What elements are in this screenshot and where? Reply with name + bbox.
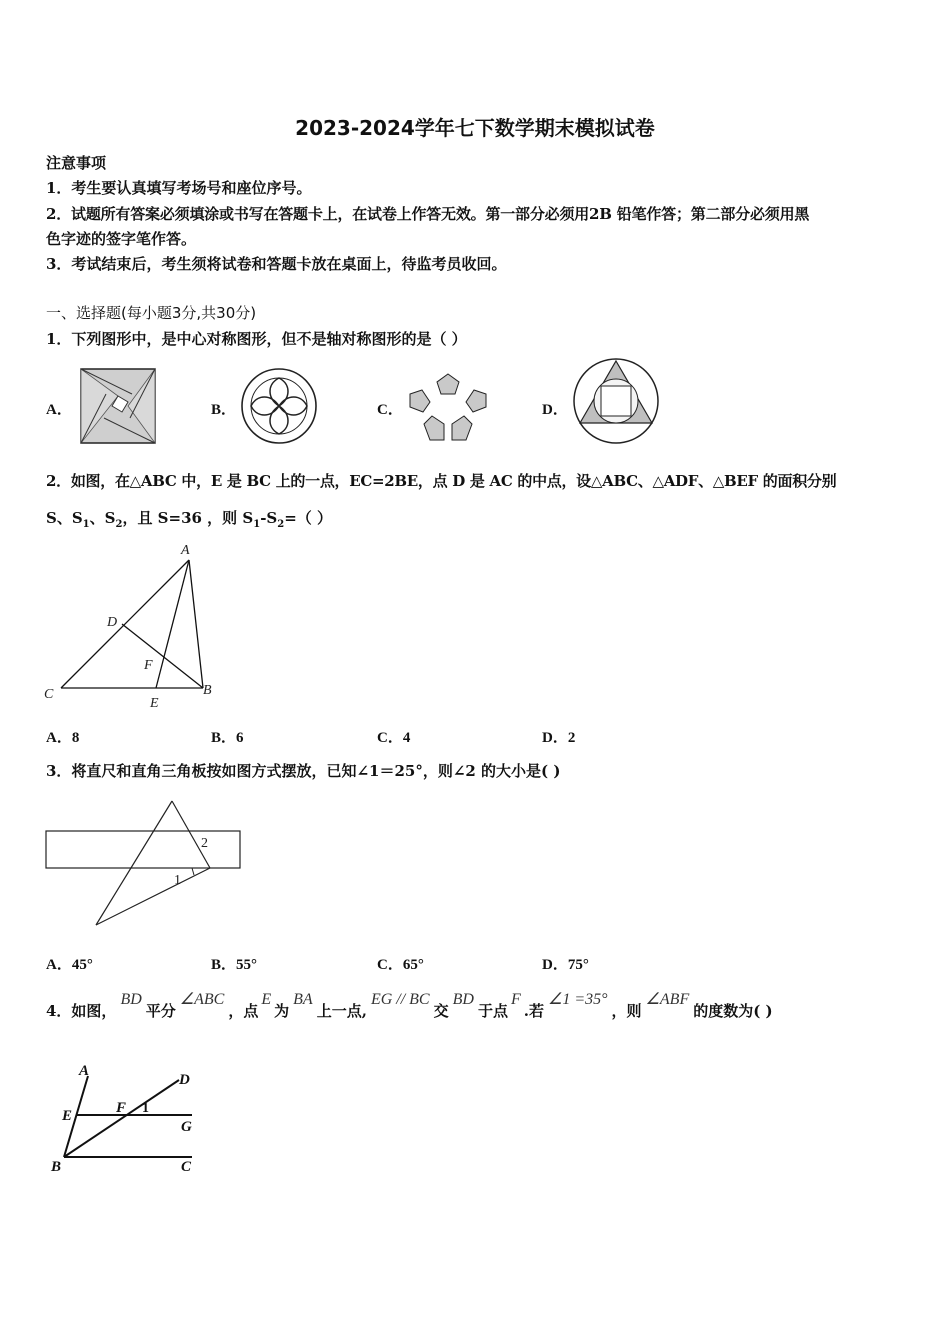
- section-heading: 一、选择题(每小题3分,共30分): [46, 304, 257, 322]
- q4-angle-1: 1: [142, 1101, 149, 1116]
- q3-option-d: D．75°: [542, 957, 589, 973]
- q2-label-a: A: [181, 543, 190, 558]
- q4-math-f: F: [510, 991, 521, 1008]
- q2-sub1: 1: [82, 519, 90, 530]
- q3-angle-1: 1: [174, 873, 181, 888]
- q3-figure: [40, 795, 250, 930]
- q2-s-list: S、S: [46, 509, 83, 527]
- q4-p9: ，则: [611, 1002, 642, 1020]
- q4-p7: 于点: [477, 1002, 508, 1020]
- q3-option-b: B．55°: [211, 957, 258, 973]
- q4-p3: ，点: [228, 1002, 259, 1020]
- notice-item-1: 1．考生要认真填写考场号和座位序号。: [46, 179, 312, 197]
- q2-sub2b: 2: [277, 519, 285, 530]
- q2-option-d: D．2: [542, 730, 576, 746]
- q2-sub1b: 1: [253, 519, 261, 530]
- q4-math-angle-abc: ∠ABC: [179, 991, 225, 1008]
- q2-label-b: B: [203, 683, 212, 698]
- q2-option-a: A．8: [46, 730, 80, 746]
- q2-stem-line2: [46, 507, 332, 530]
- q2-option-c: C．4: [377, 730, 411, 746]
- q4-label-a: A: [79, 1063, 90, 1079]
- q2-s-tail: ，且 S=36 ，则 S: [122, 509, 254, 527]
- notice-heading: 注意事项: [46, 154, 107, 172]
- q4-math-angle-1: ∠1 =35°: [547, 991, 608, 1008]
- q4-math-angle-abf: ∠ABF: [645, 991, 690, 1008]
- q4-p1: 4．如图，: [46, 1002, 117, 1020]
- q4-p2: 平分: [145, 1002, 176, 1020]
- q4-p8: .若: [523, 1002, 544, 1020]
- q4-math-bd-2: BD: [452, 991, 474, 1008]
- q4-p6: 交: [433, 1002, 449, 1020]
- q1-option-b: B．: [211, 402, 237, 418]
- q3-option-a: A．45°: [46, 957, 93, 973]
- q1-figure-a: [80, 368, 156, 444]
- q1-option-a: A．: [46, 402, 72, 418]
- q4-math-e: E: [261, 991, 272, 1008]
- q1-figure-c: [406, 372, 490, 444]
- q4-figure: [44, 1060, 214, 1180]
- q1-stem: 1．下列图形中，是中心对称图形，但不是轴对称图形的是（ ）: [46, 330, 467, 348]
- q1-figure-b: [239, 368, 319, 444]
- q4-p4: 为: [274, 1002, 290, 1020]
- q2-label-c: C: [44, 687, 54, 702]
- q1-option-c: C．: [377, 402, 403, 418]
- q4-label-c: C: [181, 1159, 192, 1175]
- q4-label-e: E: [62, 1108, 73, 1124]
- notice-item-3: 3．考试结束后，考生须将试卷和答题卡放在桌面上，待监考员收回。: [46, 255, 507, 273]
- q2-sub2: 2: [115, 519, 123, 530]
- q4-label-f: F: [116, 1100, 127, 1116]
- q4-stem: [46, 991, 773, 1021]
- q4-label-g: G: [181, 1119, 192, 1135]
- notice-item-2: 2．试题所有答案必须填涂或书写在答题卡上，在试卷上作答无效。第一部分必须用2B 铅笔作答；第二部分必须用黑: [46, 205, 810, 223]
- q2-end: =（ ）: [284, 509, 333, 527]
- q4-math-bd: BD: [120, 991, 142, 1008]
- page-title: 2023-2024学年七下数学期末模拟试卷: [295, 116, 655, 140]
- q2-figure: [40, 538, 230, 716]
- q2-minus: -S: [260, 509, 278, 527]
- q2-label-d: D: [107, 615, 118, 630]
- q1-figure-d: [572, 358, 660, 444]
- q1-option-d: D．: [542, 402, 568, 418]
- q2-label-f: F: [144, 658, 153, 673]
- q2-label-e: E: [150, 696, 159, 711]
- q4-math-ba: BA: [293, 991, 313, 1008]
- q4-label-b: B: [51, 1159, 62, 1175]
- q2-stem-line1: 2．如图，在△ABC 中，E 是 BC 上的一点，EC=2BE，点 D 是 AC 的中点，设△ABC、△ADF、△BEF 的面积分别: [46, 472, 837, 490]
- q2-option-b: B．6: [211, 730, 244, 746]
- q3-option-c: C．65°: [377, 957, 424, 973]
- q4-label-d: D: [179, 1072, 190, 1088]
- notice-item-2-cont: 色字迹的签字笔作答。: [46, 230, 197, 248]
- q4-p10: 的度数为( ): [693, 1002, 773, 1020]
- q4-p5: 上一点,: [316, 1002, 367, 1020]
- q3-stem: 3．将直尺和直角三角板按如图方式摆放，已知∠1＝25°，则∠2 的大小是( ): [46, 762, 561, 780]
- q2-sep: 、S: [89, 509, 116, 527]
- q3-angle-2: 2: [201, 836, 208, 851]
- q4-math-eg-parallel-bc: EG // BC: [370, 991, 430, 1008]
